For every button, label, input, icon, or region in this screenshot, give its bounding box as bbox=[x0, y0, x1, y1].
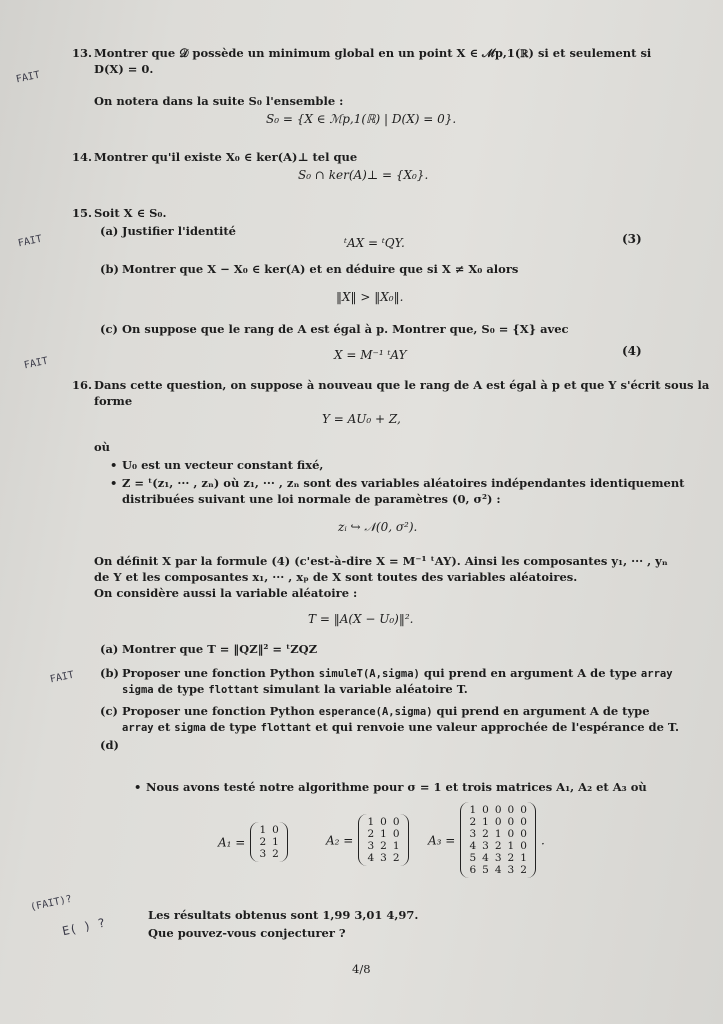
q16b-line1 bbox=[122, 666, 673, 682]
matrix-A2-cell: 1 bbox=[380, 828, 387, 840]
matrix-A3-row bbox=[466, 840, 529, 852]
matrix-A3-cell: 0 bbox=[494, 804, 502, 816]
q15b-label: (b) bbox=[100, 262, 119, 276]
matrix-A3-cell: 0 bbox=[520, 804, 527, 816]
matrix-A3-row bbox=[466, 852, 529, 864]
matrix-A3-cell: 1 bbox=[507, 840, 515, 852]
margin-note-3: FAIT bbox=[23, 355, 49, 372]
q15c-text: On suppose que le rang de A est égal à p. Montrer que, S₀ = {X} avec bbox=[122, 322, 569, 336]
matrix-A3-row bbox=[466, 828, 529, 840]
q16-number: 16. bbox=[72, 378, 93, 392]
matrix-A3-cell: 6 bbox=[469, 864, 477, 876]
matrix-A3 bbox=[460, 802, 535, 878]
matrix-A2-cell: 1 bbox=[392, 840, 400, 852]
q16b-l2-post: simulant la variable aléatoire T. bbox=[262, 682, 468, 696]
matrix-A3-cell: 0 bbox=[494, 816, 502, 828]
q16d-bullet: • Nous avons testé notre algorithme pour σ = 1 et trois matrices A₁, A₂ et A₃ où bbox=[146, 780, 647, 795]
matrix-A3-cell: 0 bbox=[520, 828, 527, 840]
matrix-A2-cell: 2 bbox=[380, 840, 387, 852]
q16-eq1: Y = AU₀ + Z, bbox=[322, 412, 401, 426]
q16-question: Que pouvez-vous conjecturer ? bbox=[148, 926, 346, 940]
q16b-line2 bbox=[122, 682, 468, 698]
matrix-A1 bbox=[250, 822, 287, 862]
margin-note-2: FAIT bbox=[17, 233, 43, 250]
q15a-label: (a) bbox=[100, 224, 119, 238]
q16c-l2-post: et qui renvoie une valeur approchée de l'espérance de T. bbox=[315, 720, 680, 734]
matrix-A2-cell: 0 bbox=[392, 828, 400, 840]
matrix-A1-group bbox=[218, 822, 288, 862]
matrix-A3-cell: 2 bbox=[520, 864, 527, 876]
q16b-code-simuleT: simuleT(A,sigma) bbox=[318, 668, 420, 680]
q16a-label: (a) bbox=[100, 642, 119, 656]
matrix-end-period: . bbox=[540, 833, 545, 848]
matrix-A3-cell: 1 bbox=[482, 816, 489, 828]
q16c-line1 bbox=[122, 704, 650, 720]
matrix-A3-cell: 0 bbox=[482, 804, 489, 816]
q16c-code-sigma: sigma bbox=[174, 722, 206, 734]
matrix-A2-row bbox=[364, 828, 402, 840]
q15c-eqno: (4) bbox=[622, 344, 642, 358]
matrix-A2-row bbox=[364, 852, 402, 864]
q16c-line2 bbox=[122, 720, 679, 736]
matrix-A1-row bbox=[256, 824, 281, 836]
matrix-A1-row bbox=[256, 836, 281, 848]
matrix-A3-cell: 3 bbox=[469, 828, 477, 840]
matrix-A3-cell: 3 bbox=[507, 864, 515, 876]
q16-def-line3: On considère aussi la variable aléatoire : bbox=[94, 586, 358, 600]
matrix-A2-cell: 1 bbox=[367, 816, 375, 828]
matrix-A1-cell: 2 bbox=[272, 848, 279, 860]
matrix-A3-cell: 2 bbox=[507, 852, 515, 864]
q15c-equation: X = M⁻¹ ᵗAY bbox=[334, 348, 407, 362]
matrix-A3-cell: 1 bbox=[494, 828, 502, 840]
q16c-pre: Proposer une fonction Python bbox=[122, 704, 315, 718]
q16-bullet2-line2: distribuées suivant une loi normale de paramètres (0, σ²) : bbox=[122, 492, 501, 506]
matrix-A3-cell: 0 bbox=[507, 804, 515, 816]
q16c-code-array: array bbox=[122, 722, 154, 734]
q16b-l2-mid: de type bbox=[157, 682, 205, 696]
q16-eq2: zᵢ ↪ 𝒩(0, σ²). bbox=[338, 520, 418, 534]
q16c-label: (c) bbox=[100, 704, 118, 718]
q14-line1: Montrer qu'il existe X₀ ∈ ker(A)⊥ tel que bbox=[94, 150, 358, 164]
q15-intro: Soit X ∈ S₀. bbox=[94, 206, 167, 220]
matrix-A2-cell: 0 bbox=[392, 816, 400, 828]
matrix-A3-cell: 1 bbox=[469, 804, 477, 816]
q15b-text: Montrer que X − X₀ ∈ ker(A) et en déduire que si X ≠ X₀ alors bbox=[122, 262, 519, 276]
matrix-A2-cell: 2 bbox=[367, 828, 375, 840]
matrix-A1-table bbox=[256, 824, 281, 860]
q16-line2: forme bbox=[94, 394, 133, 408]
page-number: 4/8 bbox=[352, 962, 371, 976]
matrix-A3-cell: 0 bbox=[520, 816, 527, 828]
matrix-A3-cell: 2 bbox=[494, 840, 502, 852]
q16c-code-esperance: esperance(A,sigma) bbox=[318, 706, 433, 718]
margin-note-5: (FAIT)? bbox=[29, 893, 73, 914]
matrix-A3-cell: 0 bbox=[520, 840, 527, 852]
q16c-l2-mid2: de type bbox=[209, 720, 257, 734]
matrix-A3-cell: 2 bbox=[482, 828, 489, 840]
q16-eq3: T = ‖A(X − U₀)‖². bbox=[308, 612, 414, 626]
matrix-A1-cell: 1 bbox=[272, 836, 279, 848]
q13-equation: S₀ = {X ∈ ℳp,1(ℝ) | D(X) = 0}. bbox=[266, 112, 457, 126]
q15-number: 15. bbox=[72, 206, 93, 220]
q16b-pre: Proposer une fonction Python bbox=[122, 666, 315, 680]
matrix-A1-row bbox=[256, 848, 281, 860]
q14-equation: S₀ ∩ ker(A)⊥ = {X₀}. bbox=[298, 168, 429, 182]
matrix-A3-cell: 0 bbox=[507, 828, 515, 840]
q16-def-line1: On définit X par la formule (4) (c'est-à-dire X = M⁻¹ ᵗAY). Ainsi les composantes y₁, ··· , yₙ bbox=[94, 554, 668, 568]
q16b-post: qui prend en argument A de type bbox=[423, 666, 637, 680]
q16c-code-flottant: flottant bbox=[260, 722, 312, 734]
q16b-code-sigma: sigma bbox=[122, 684, 154, 696]
q16-ou: où bbox=[94, 440, 111, 454]
matrix-A1-cell: 1 bbox=[259, 824, 267, 836]
matrix-A2-table bbox=[364, 816, 402, 864]
q15b-equation: ‖X‖ > ‖X₀‖. bbox=[336, 290, 404, 304]
q16c-post: qui prend en argument A de type bbox=[436, 704, 650, 718]
matrix-A2-label: A₂ = bbox=[326, 833, 354, 848]
matrix-A3-row bbox=[466, 816, 529, 828]
matrix-A3-cell: 5 bbox=[482, 864, 489, 876]
q13-line2: D(X) = 0. bbox=[94, 62, 154, 76]
matrix-A2-row bbox=[364, 816, 402, 828]
matrix-A2-cell: 3 bbox=[380, 852, 387, 864]
matrix-A1-label: A₁ = bbox=[218, 835, 246, 850]
margin-note-6: E( ) ? bbox=[61, 915, 107, 939]
matrix-A1-cell: 2 bbox=[259, 836, 267, 848]
matrix-A1-cell: 0 bbox=[272, 824, 279, 836]
q13-note: On notera dans la suite S₀ l'ensemble : bbox=[94, 94, 344, 108]
q15a-eqno: (3) bbox=[622, 232, 642, 246]
q16b-code-flottant: flottant bbox=[208, 684, 259, 696]
matrix-A3-cell: 4 bbox=[494, 864, 502, 876]
margin-note-1: FAIT bbox=[15, 69, 41, 86]
matrix-A3-label: A₃ = bbox=[428, 833, 456, 848]
matrix-A1-cell: 3 bbox=[259, 848, 267, 860]
q16d-label: (d) bbox=[100, 738, 119, 752]
matrix-A3-cell: 1 bbox=[520, 852, 527, 864]
matrix-A2-cell: 4 bbox=[367, 852, 375, 864]
q16-results: Les résultats obtenus sont 1,99 3,01 4,97. bbox=[148, 908, 419, 922]
matrix-A3-row bbox=[466, 804, 529, 816]
matrix-A2-group bbox=[326, 814, 409, 866]
q16-bullet2-line1: • Z = ᵗ(z₁, ··· , zₙ) où z₁, ··· , zₙ sont des variables aléatoires indépendantes identiquement bbox=[122, 476, 685, 491]
matrix-A2-cell: 3 bbox=[367, 840, 375, 852]
q13-number: 13. bbox=[72, 46, 93, 60]
q16-line1: Dans cette question, on suppose à nouveau que le rang de A est égal à p et que Y s'écrit sous la bbox=[94, 378, 710, 392]
q14-number: 14. bbox=[72, 150, 93, 164]
q15a-equation: ᵗAX = ᵗQY. bbox=[344, 236, 405, 250]
margin-note-4: FAIT bbox=[49, 669, 75, 686]
q16c-l2-mid: et bbox=[157, 720, 171, 734]
q16a-text: Montrer que T = ‖QZ‖² = ᵗZQZ bbox=[122, 642, 318, 656]
q15c-label: (c) bbox=[100, 322, 118, 336]
matrix-A3-cell: 5 bbox=[469, 852, 477, 864]
matrix-A3-cell: 2 bbox=[469, 816, 477, 828]
matrix-A3-table bbox=[466, 804, 529, 876]
matrix-A3-cell: 4 bbox=[482, 852, 489, 864]
q16b-code-array: array bbox=[640, 668, 673, 680]
matrix-A3-row bbox=[466, 864, 529, 876]
q13-line1: Montrer que 𝒟 possède un minimum global en un point X ∈ ℳp,1(ℝ) si et seulement si bbox=[94, 46, 652, 60]
q16-bullet1: • U₀ est un vecteur constant fixé, bbox=[122, 458, 323, 473]
matrix-A3-group bbox=[428, 802, 545, 878]
matrix-A2-cell: 0 bbox=[380, 816, 387, 828]
matrix-A3-cell: 0 bbox=[507, 816, 515, 828]
q15a-text: Justifier l'identité bbox=[122, 224, 236, 238]
matrix-A2-row bbox=[364, 840, 402, 852]
q16b-label: (b) bbox=[100, 666, 119, 680]
matrix-A2-cell: 2 bbox=[392, 852, 400, 864]
matrix-A3-cell: 3 bbox=[494, 852, 502, 864]
q16-def-line2: de Y et les composantes x₁, ··· , xₚ de X sont toutes des variables aléatoires. bbox=[94, 570, 578, 584]
matrix-A3-cell: 4 bbox=[469, 840, 477, 852]
matrix-A3-cell: 3 bbox=[482, 840, 489, 852]
matrix-A2 bbox=[358, 814, 408, 866]
